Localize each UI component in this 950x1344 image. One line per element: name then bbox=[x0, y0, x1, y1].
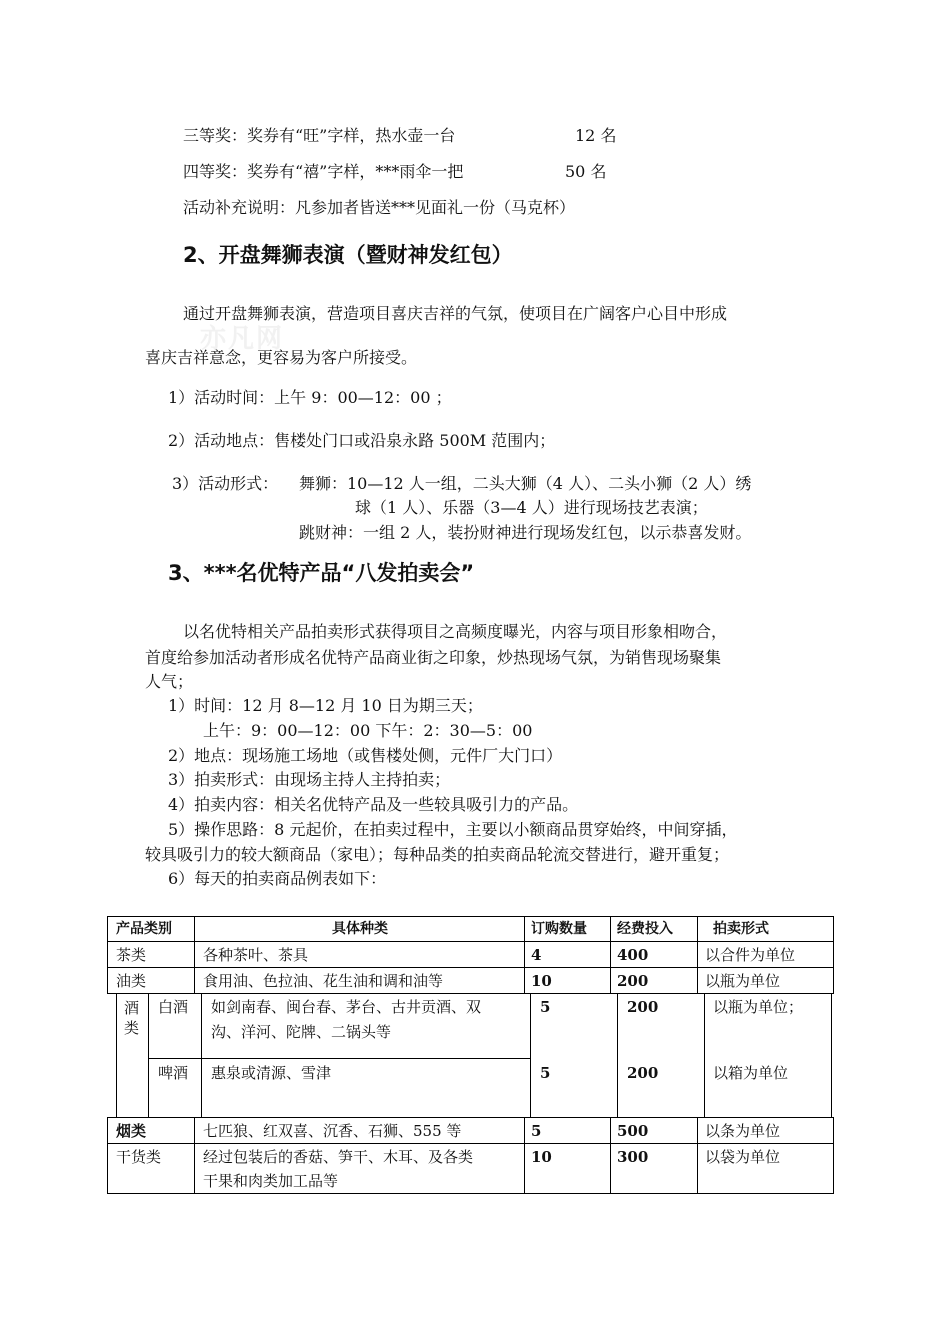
section2-title: 2、开盘舞狮表演（暨财神发红包） bbox=[183, 243, 513, 267]
header-category: 产品类别 bbox=[116, 921, 172, 937]
section3-content: 4）拍卖内容：相关名优特产品及一些较具吸引力的产品。 bbox=[168, 795, 579, 814]
prize-third bbox=[183, 126, 617, 146]
section2-intro-2: 喜庆吉祥意念，更容易为客户所接受。 bbox=[145, 348, 418, 367]
section3-title: 3、***名优特产品“八发拍卖会” bbox=[168, 561, 475, 585]
row-tea-qty: 4 bbox=[531, 946, 542, 964]
row-oil-form: 以瓶为单位 bbox=[705, 972, 781, 990]
section2-place: 2）活动地点：售楼处门口或沿泉永路 500M 范围内； bbox=[168, 431, 556, 450]
row-dried-kind-1: 经过包装后的香菇、笋干、木耳、及各类 bbox=[203, 1148, 474, 1166]
section3-form: 3）拍卖形式：由现场主持人主持拍卖； bbox=[168, 770, 451, 789]
row-oil-category: 油类 bbox=[116, 972, 147, 990]
section2-intro-1: 通过开盘舞狮表演，营造项目喜庆吉祥的气氛，使项目在广阔客户心目中形成 bbox=[183, 304, 728, 323]
section3-hours: 上午：9：00—12：00 下午：2：30—5：00 bbox=[203, 721, 533, 740]
header-quantity: 订购数量 bbox=[531, 921, 587, 937]
row-dried-cost: 300 bbox=[617, 1148, 649, 1166]
row-beer-kind: 惠泉或清源、雪津 bbox=[211, 1064, 332, 1082]
row-beer-qty: 5 bbox=[540, 1064, 551, 1082]
prize-fourth-count: 50 名 bbox=[565, 162, 607, 181]
section2-form-label: 3）活动形式： bbox=[172, 474, 279, 493]
row-baijiu-kind-2: 沟、洋河、陀牌、二锅头等 bbox=[211, 1023, 392, 1041]
header-form: 拍卖形式 bbox=[713, 921, 769, 937]
section3-place: 2）地点：现场施工场地（或售楼处侧，元件厂大门口） bbox=[168, 746, 563, 765]
row-tea-form: 以合件为单位 bbox=[705, 946, 796, 964]
section3-intro-2: 首度给参加活动者形成名优特产品商业街之印象，炒热现场气氛，为销售现场聚集 bbox=[145, 648, 722, 667]
section3-time: 1）时间：12 月 8—12 月 10 日为期三天； bbox=[168, 696, 483, 715]
row-tea-cost: 400 bbox=[617, 946, 649, 964]
header-kind: 具体种类 bbox=[332, 921, 388, 937]
header-cost: 经费投入 bbox=[617, 921, 673, 937]
row-tea-category: 茶类 bbox=[116, 946, 147, 964]
row-dried-form: 以袋为单位 bbox=[705, 1148, 781, 1166]
row-oil-qty: 10 bbox=[531, 972, 552, 990]
section2-time: 1）活动时间：上午 9：00—12：00 ； bbox=[168, 388, 452, 407]
section2-form-line3: 跳财神：一组 2 人，装扮财神进行现场发红包，以示恭喜发财。 bbox=[299, 523, 752, 542]
section3-ops-2: 较具吸引力的较大额商品（家电）；每种品类的拍卖商品轮流交替进行，避开重复； bbox=[145, 845, 730, 864]
row-tea-kind: 各种茶叶、茶具 bbox=[203, 946, 309, 964]
section2-form-line1: 舞狮：10—12 人一组，二头大狮（4 人）、二头小狮（2 人）绣 bbox=[299, 474, 752, 493]
row-baijiu-qty: 5 bbox=[540, 998, 551, 1016]
section3-intro-1: 以名优特相关产品拍卖形式获得项目之高频度曝光，内容与项目形象相吻合， bbox=[183, 622, 728, 641]
watermark: 亦凡网 bbox=[200, 324, 285, 354]
row-dried-category: 干货类 bbox=[116, 1148, 162, 1166]
row-tobacco-form: 以条为单位 bbox=[705, 1122, 781, 1140]
row-tobacco-qty: 5 bbox=[531, 1122, 542, 1140]
prize-fourth-label: 四等奖：奖券有“禧”字样，***雨伞一把 bbox=[183, 162, 464, 181]
row-tobacco-category: 烟类 bbox=[116, 1122, 147, 1140]
row-tobacco-cost: 500 bbox=[617, 1122, 649, 1140]
supplement-note: 活动补充说明：凡参加者皆送***见面礼一份（马克杯） bbox=[183, 198, 576, 217]
row-tobacco-kind: 七匹狼、红双喜、沉香、石狮、555 等 bbox=[203, 1122, 462, 1140]
row-baijiu-kind-1: 如剑南春、闽台春、茅台、古井贡酒、双 bbox=[211, 998, 482, 1016]
row-oil-cost: 200 bbox=[617, 972, 649, 990]
section2-form-line2: 球（1 人）、乐器（3—4 人）进行现场技艺表演； bbox=[355, 498, 708, 517]
row-beer-form: 以箱为单位 bbox=[713, 1064, 789, 1082]
row-beer-cost: 200 bbox=[627, 1064, 659, 1082]
row-baijiu-cost: 200 bbox=[627, 998, 659, 1016]
section3-intro-3: 人气； bbox=[145, 672, 194, 691]
section3-ops-1: 5）操作思路：8 元起价，在拍卖过程中，主要以小额商品贯穿始终，中间穿插， bbox=[168, 820, 738, 839]
row-oil-kind: 食用油、色拉油、花生油和调和油等 bbox=[203, 972, 444, 990]
prize-fourth bbox=[183, 162, 607, 182]
row-beer-category: 啤酒 bbox=[158, 1064, 189, 1082]
row-baijiu-form: 以瓶为单位； bbox=[713, 998, 804, 1016]
section3-table-intro: 6）每天的拍卖商品例表如下： bbox=[168, 869, 387, 888]
row-dried-qty: 10 bbox=[531, 1148, 552, 1166]
prize-third-label: 三等奖：奖券有“旺”字样，热水壶一台 bbox=[183, 126, 456, 145]
row-dried-kind-2: 干果和肉类加工品等 bbox=[203, 1172, 339, 1190]
prize-third-count: 12 名 bbox=[575, 126, 617, 145]
row-liquor-group: 酒类 bbox=[124, 999, 140, 1037]
row-baijiu-category: 白酒 bbox=[158, 998, 189, 1016]
